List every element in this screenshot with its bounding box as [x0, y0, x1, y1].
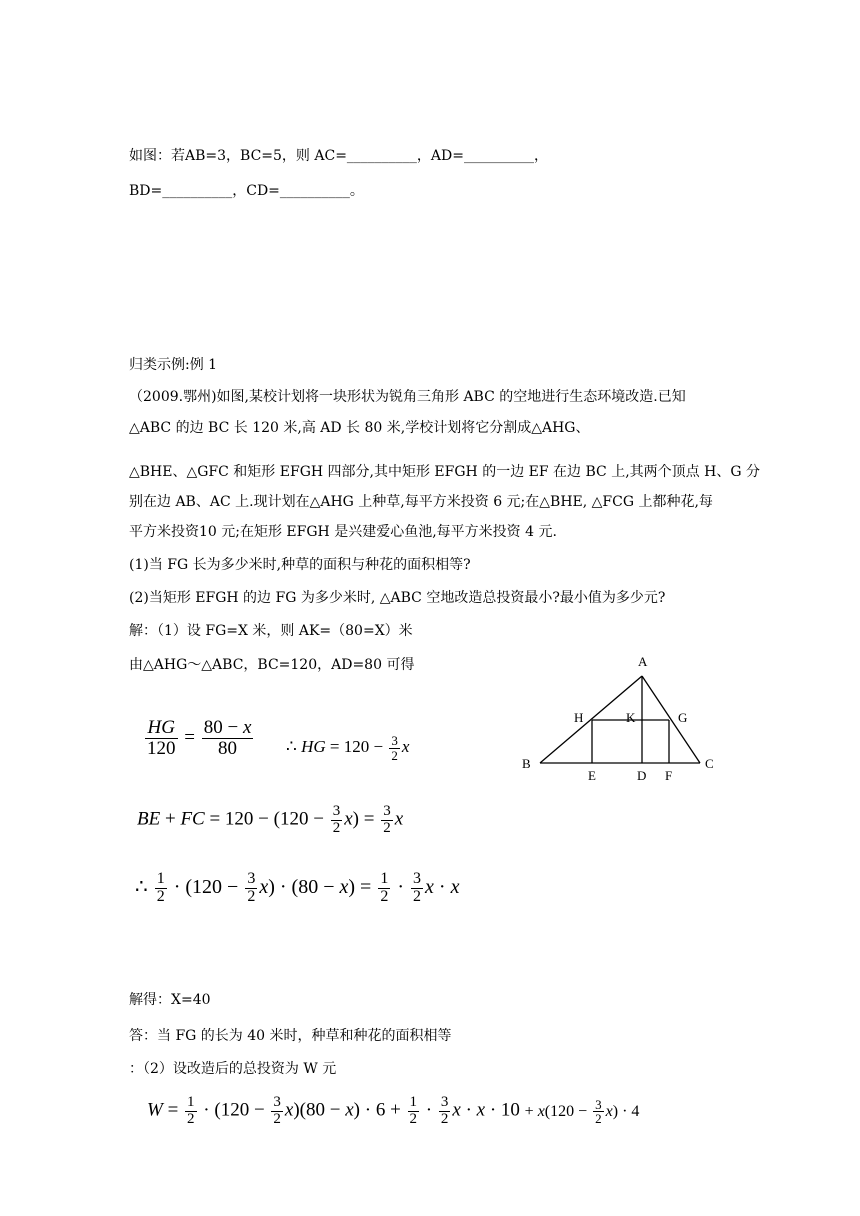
example-heading: 归类示例:例 1	[129, 357, 218, 373]
label-k: K	[626, 710, 636, 725]
label-h: H	[574, 710, 584, 725]
equation-ratio: $\frac{HG}{120}$ = $\frac{80 - x}{80}$	[147, 717, 252, 759]
problem-line-1: 如图：若AB=3，BC=5，则 AC=__________，AD=__________，	[129, 148, 549, 164]
solution-result: 解得：X=40	[129, 992, 211, 1008]
label-c: C	[705, 756, 714, 771]
example-paragraph-line-2: △ABC 的边 BC 长 120 米,高 AD 长 80 米,学校计划将它分割成△AHG、	[129, 420, 590, 436]
label-g: G	[678, 710, 688, 725]
label-f: F	[665, 768, 673, 783]
equation-be-fc: BE + FC = 120 − (120 − $\frac{3}{2}$ x) = $\frac{3}{2}$ x	[137, 803, 404, 836]
question-2: (2)当矩形 EFGH 的边 FG 为多少米时, △ABC 空地改造总投资最小?最小值为多少元?	[129, 590, 666, 606]
question-1: (1)当 FG 长为多少米时,种草的面积与种花的面积相等?	[129, 557, 471, 573]
triangle-figure	[515, 650, 725, 785]
example-paragraph-line-1: （2009.鄂州)如图,某校计划将一块形状为锐角三角形 ABC 的空地进行生态环境改造.已知	[129, 389, 686, 405]
example-paragraph-line-5: 平方米投资10 元;在矩形 EFGH 是兴建爱心鱼池,每平方米投资 4 元.	[129, 524, 557, 540]
label-b: B	[522, 756, 531, 771]
example-paragraph-line-4: 别在边 AB、AC 上.现计划在△AHG 上种草,每平方米投资 6 元;在△BHE, △FCG 上都种花,每	[129, 494, 713, 510]
label-d: D	[637, 768, 647, 783]
solution-similarity: 由△AHG～△ABC，BC=120，AD=80 可得	[129, 657, 415, 673]
label-e: E	[588, 768, 596, 783]
equation-total-investment: W = $\frac{1}{2}$ · (120 − $\frac{3}{2}$ x)(80 − x) · 6 + $\frac{1}{2}$ · $\frac{3}{2}$ x · x · 10 + x(120 − $\frac{3}{2}$ x) · 4	[147, 1094, 640, 1127]
example-paragraph-line-3: △BHE、△GFC 和矩形 EFGH 四部分,其中矩形 EFGH 的一边 EF 在边 BC 上,其两个顶点 H、G 分	[129, 464, 760, 480]
equation-area-equal: ∴ $\frac{1}{2}$ · (120 − $\frac{3}{2}$ x) · (80 − x) = $\frac{1}{2}$ · $\frac{3}{2}$ x · x	[135, 870, 460, 905]
solution-setup: 解：（1）设 FG=X 米，则 AK=（80=X）米	[129, 623, 413, 639]
problem-line-2: BD=__________，CD=__________。	[129, 183, 364, 199]
equation-hg: ∴ HG = 120 − $\frac{3}{2}$ x	[286, 733, 410, 763]
label-a: A	[638, 654, 648, 669]
solution-part-2: ：（2）设改造后的总投资为 W 元	[129, 1061, 337, 1077]
solution-answer: 答：当 FG 的长为 40 米时，种草和种花的面积相等	[129, 1028, 452, 1044]
